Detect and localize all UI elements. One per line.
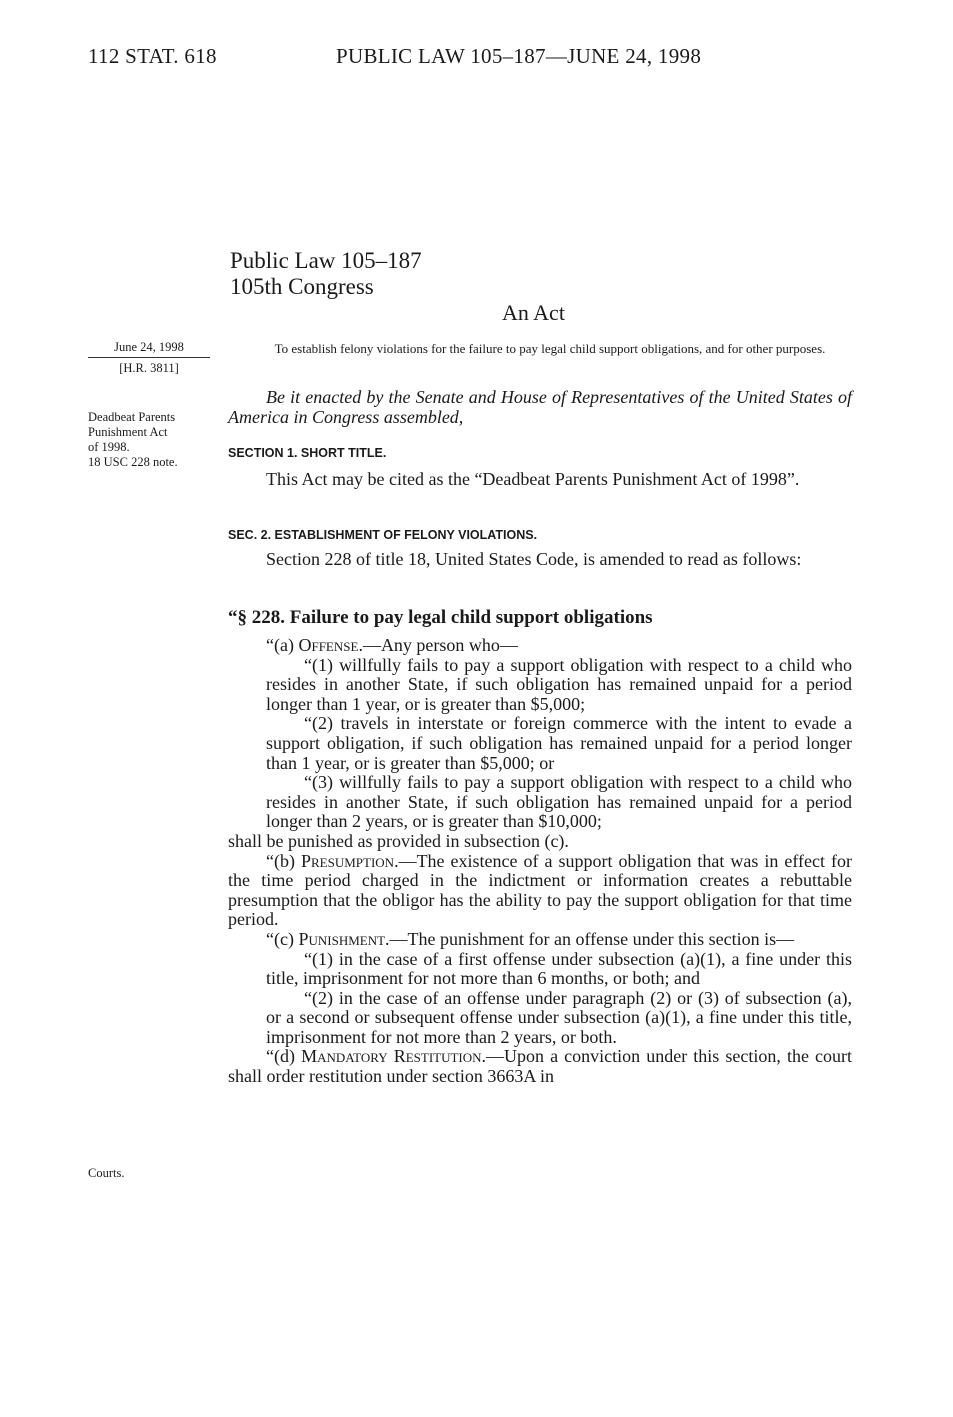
margin-bill-number: [H.R. 3811]: [119, 361, 179, 375]
section2-text: Section 228 of title 18, United States Code, is amended to read as follows:: [266, 549, 802, 569]
subsection-a-label: Offense: [298, 635, 359, 655]
margin-courts-note: Courts.: [88, 1166, 125, 1180]
subsection-a-item-2: “(2) travels in interstate or foreign commerce with the intent to evade a support obligation, if such obligation has remained unpaid for a period longer than 1 year, or is greater than $5,000; or: [266, 713, 852, 773]
subsection-a-item-1: “(1) willfully fails to pay a support obligation with respect to a child who resides in another State, if such obligation has remained unpaid for a period longer than 1 year, or is greater than $5,000;: [266, 654, 852, 714]
margin-note-line: 18 USC 228 note.: [88, 455, 178, 469]
section2-heading: SEC. 2. ESTABLISHMENT OF FELONY VIOLATIONS.: [228, 528, 538, 542]
section-228-heading: “§ 228. Failure to pay legal child support obligations: [228, 607, 653, 628]
congress-title: 105th Congress: [230, 274, 374, 299]
subsection-d-label: Mandatory Restitution: [301, 1046, 482, 1067]
section-228-body: [228, 636, 852, 1087]
stat-citation: 112 STAT. 618: [88, 44, 217, 68]
margin-note-line: Punishment Act: [88, 425, 168, 439]
subsection-a-closing: shall be punished as provided in subsection (c).: [228, 830, 569, 851]
margin-note-line: of 1998.: [88, 440, 130, 454]
enacting-clause: Be it enacted by the Senate and House of Representatives of the United States of America in Congress assembled,: [228, 387, 852, 427]
margin-date: June 24, 1998: [88, 340, 210, 358]
subsection-b: “(b) Presumption.—The existence of a support obligation that was in effect for the time period charged in the indictment or information creates a rebuttable presumption that the obligor has the ability to pay the support obligation for that time period.: [228, 850, 853, 930]
running-title: PUBLIC LAW 105–187—JUNE 24, 1998: [336, 44, 702, 68]
margin-short-title-note: [88, 410, 178, 470]
act-heading: An Act: [502, 300, 565, 325]
subsection-c-item-2: “(2) in the case of an offense under paragraph (2) or (3) of subsection (a), or a second or subsequent offense under subsection (a)(1), a fine under this title, imprisonment for not more than 2 years, or both.: [266, 987, 852, 1047]
section1-heading: SECTION 1. SHORT TITLE.: [228, 446, 387, 460]
subsection-c-label: Punishment: [298, 928, 386, 949]
purpose-clause: To establish felony violations for the failure to pay legal child support obligations, and for other purposes.: [274, 341, 826, 356]
subsection-c: “(c) Punishment.—The punishment for an offense under this section is—: [266, 928, 795, 949]
subsection-a-item-3: “(3) willfully fails to pay a support obligation with respect to a child who resides in another State, if such obligation has remained unpaid for a period longer than 2 years, or is greater than $10,000;: [266, 772, 852, 832]
subsection-b-label: Presumption: [300, 850, 395, 871]
subsection-c-item-1: “(1) in the case of a first offense under subsection (a)(1), a fine under this title, imprisonment for not more than 6 months, or both; and: [266, 948, 852, 989]
subsection-a: “(a) Offense.—Any person who—: [266, 635, 518, 655]
section1-text: This Act may be cited as the “Deadbeat Parents Punishment Act of 1998”.: [266, 469, 800, 489]
subsection-d: “(d) Mandatory Restitution.—Upon a conviction under this section, the court shall order restitution under section 3663A in: [228, 1046, 853, 1087]
margin-note-line: Deadbeat Parents: [88, 410, 176, 424]
public-law-title: Public Law 105–187: [230, 248, 422, 273]
